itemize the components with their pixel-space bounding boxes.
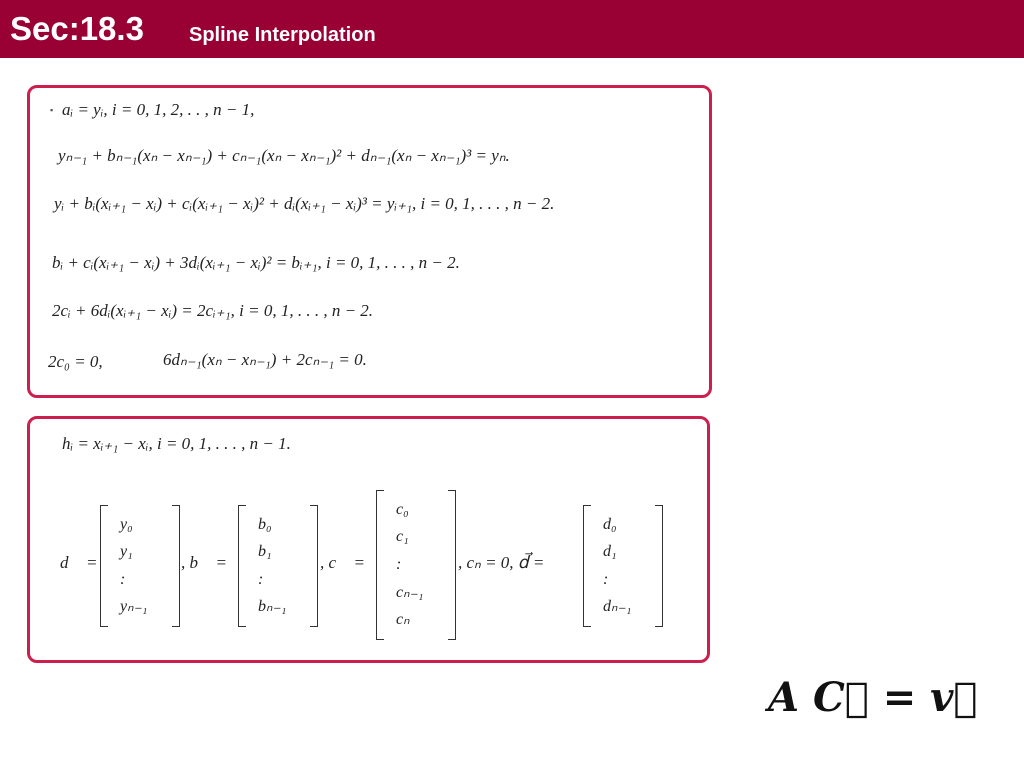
vector-y: [100, 505, 180, 627]
vector-b-label: , b⃗ =: [181, 553, 227, 572]
equation-boundary-left: 2c₀ = 0,: [48, 352, 103, 371]
vector-y-entry: y₁: [120, 543, 133, 561]
vector-c-entry: c₀: [396, 500, 409, 518]
vector-y-entry: :: [120, 570, 126, 588]
vector-d-entry: d₀: [603, 515, 617, 533]
vector-d-entry: :: [603, 570, 609, 588]
vector-b-entry: b₀: [258, 515, 272, 533]
equation-boundary-right: 6dₙ₋₁(xₙ − xₙ₋₁) + 2cₙ₋₁ = 0.: [163, 350, 367, 369]
equation-a-coefficients: aᵢ = yᵢ, i = 0, 1, 2, . . , n − 1,: [62, 100, 255, 119]
vector-b-entry: :: [258, 570, 264, 588]
cn-condition: , cₙ = 0, d⃗ =: [458, 553, 545, 572]
matrix-equation: A C⃗ = v⃗: [768, 674, 978, 721]
vector-y-entry: y₀: [120, 515, 133, 533]
vector-y-entry: yₙ₋₁: [120, 598, 148, 616]
vector-c-entry: :: [396, 555, 402, 573]
vector-c-entry: cₙ: [396, 611, 410, 629]
vector-b-entry: bₙ₋₁: [258, 598, 287, 616]
vector-d: [583, 505, 663, 627]
equation-second-derivative: 2cᵢ + 6dᵢ(xᵢ₊₁ − xᵢ) = 2cᵢ₊₁, i = 0, 1, . . . , n − 2.: [52, 301, 374, 320]
equation-first-derivative: bᵢ + cᵢ(xᵢ₊₁ − xᵢ) + 3dᵢ(xᵢ₊₁ − xᵢ)² = bᵢ₊₁, i = 0, 1, . . . , n − 2.: [52, 253, 460, 272]
equation-last-interval: yₙ₋₁ + bₙ₋₁(xₙ − xₙ₋₁) + cₙ₋₁(xₙ − xₙ₋₁)² + dₙ₋₁(xₙ − xₙ₋₁)³ = yₙ.: [58, 146, 510, 165]
equation-h-definition: hᵢ = xᵢ₊₁ − xᵢ, i = 0, 1, . . . , n − 1.: [62, 434, 291, 453]
title-bar: [0, 0, 1024, 58]
section-number: Sec:18.3: [10, 10, 144, 47]
vector-b: [238, 505, 318, 627]
vector-c-label: , c⃗ =: [320, 553, 365, 572]
vector-c-entry: cₙ₋₁: [396, 583, 424, 601]
section-title: Spline Interpolation: [189, 24, 376, 46]
equation-continuity: yᵢ + bᵢ(xᵢ₊₁ − xᵢ) + cᵢ(xᵢ₊₁ − xᵢ)² + dᵢ(xᵢ₊₁ − xᵢ)³ = yᵢ₊₁, i = 0, 1, . . . , n − 2.: [54, 194, 555, 213]
vector-d-label: d⃗ =: [60, 553, 98, 572]
vector-c: [376, 490, 456, 640]
vector-d-entry: dₙ₋₁: [603, 598, 632, 616]
bullet-icon: ▪: [50, 105, 54, 115]
vector-b-entry: b₁: [258, 543, 272, 561]
conditions-box: [27, 85, 712, 398]
vector-d-entry: d₁: [603, 543, 617, 561]
vector-c-entry: c₁: [396, 528, 409, 546]
